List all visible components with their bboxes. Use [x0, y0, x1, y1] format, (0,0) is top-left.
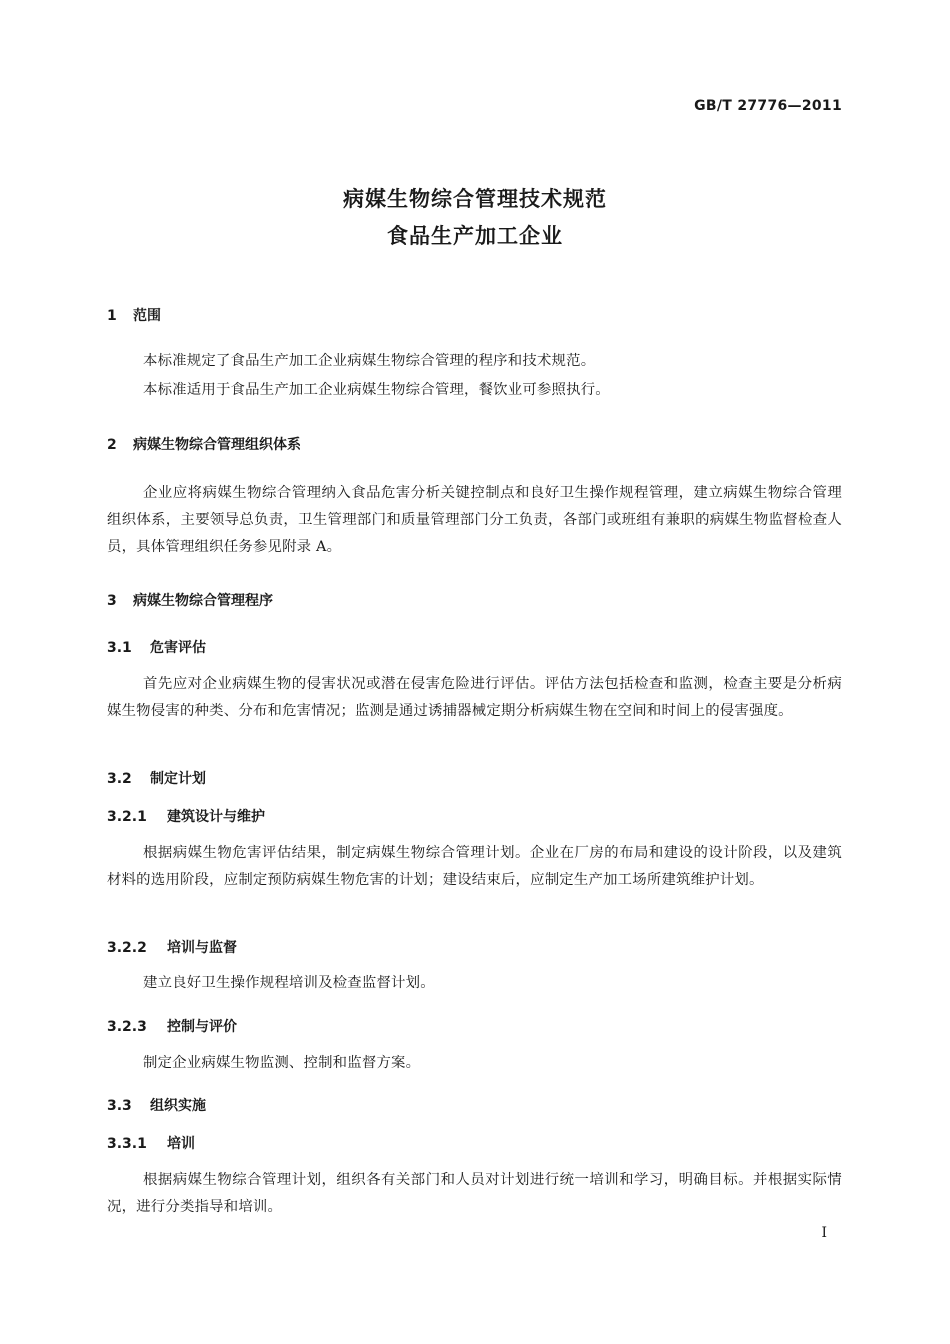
- section-number: 3.3.1: [107, 1136, 147, 1152]
- section-heading-3-1: [107, 637, 206, 657]
- document-title-line1: 病媒生物综合管理技术规范: [343, 187, 607, 211]
- section-number: 3.3: [107, 1098, 132, 1114]
- section-title: 控制与评价: [167, 1019, 237, 1035]
- section-heading-3-2-1: [107, 806, 265, 826]
- section-heading-3-3: [107, 1095, 206, 1115]
- paragraph: 首先应对企业病媒生物的侵害状况或潜在侵害危险进行评估。评估方法包括检查和监测，检查主要是分析病媒生物侵害的种类、分布和危害情况；监测是通过诱捕器械定期分析病媒生物在空间和时间上的侵害强度。: [107, 676, 842, 719]
- section-number: 3.1: [107, 640, 132, 656]
- section-heading-1: [107, 305, 161, 325]
- paragraph: 根据病媒生物危害评估结果，制定病媒生物综合管理计划。企业在厂房的布局和建设的设计阶段，以及建筑材料的选用阶段，应制定预防病媒生物危害的计划；建设结束后，应制定生产加工场所建筑维护计划。: [107, 845, 842, 888]
- document-title-line2: 食品生产加工企业: [387, 224, 563, 248]
- paragraph: 企业应将病媒生物综合管理纳入食品危害分析关键控制点和良好卫生操作规程管理，建立病媒生物综合管理组织体系，主要领导总负责，卫生管理部门和质量管理部门分工负责，各部门或班组有兼职的病媒生物监督检查人员，具体管理组织任务参见附录 A。: [107, 485, 842, 555]
- paragraph: 建立良好卫生操作规程培训及检查监督计划。: [143, 975, 435, 991]
- section-title: 病媒生物综合管理程序: [133, 593, 273, 609]
- section-heading-3-2-3: [107, 1016, 237, 1036]
- page-number: I: [821, 1225, 827, 1241]
- section-title: 病媒生物综合管理组织体系: [133, 437, 301, 453]
- section-heading-2: [107, 434, 301, 454]
- paragraph: 制定企业病媒生物监测、控制和监督方案。: [143, 1055, 421, 1071]
- section-heading-3-3-1: [107, 1133, 195, 1153]
- section-title: 制定计划: [150, 771, 206, 787]
- section-number: 3.2.3: [107, 1019, 147, 1035]
- section-number: 3.2.1: [107, 809, 147, 825]
- section-title: 危害评估: [150, 640, 206, 656]
- section-heading-3: [107, 590, 273, 610]
- section-number: 3.2: [107, 771, 132, 787]
- paragraph: 本标准适用于食品生产加工企业病媒生物综合管理，餐饮业可参照执行。: [143, 382, 610, 398]
- section-title: 建筑设计与维护: [167, 809, 265, 825]
- paragraph: 本标准规定了食品生产加工企业病媒生物综合管理的程序和技术规范。: [143, 353, 596, 369]
- section-heading-3-2: [107, 768, 206, 788]
- section-title: 范围: [133, 308, 161, 324]
- section-title: 培训与监督: [167, 940, 237, 956]
- section-number: 1: [107, 308, 117, 324]
- section-number: 2: [107, 437, 117, 453]
- standard-code: GB/T 27776—2011: [694, 98, 842, 114]
- paragraph: 根据病媒生物综合管理计划，组织各有关部门和人员对计划进行统一培训和学习，明确目标。并根据实际情况，进行分类指导和培训。: [107, 1172, 842, 1215]
- section-number: 3.2.2: [107, 940, 147, 956]
- section-title: 组织实施: [150, 1098, 206, 1114]
- section-number: 3: [107, 593, 117, 609]
- section-title: 培训: [167, 1136, 195, 1152]
- section-heading-3-2-2: [107, 937, 237, 957]
